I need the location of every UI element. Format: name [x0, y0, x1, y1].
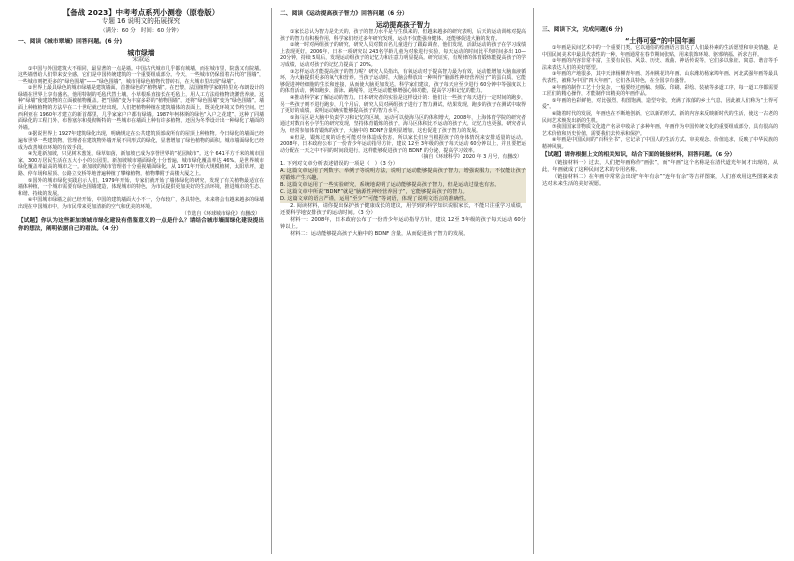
paragraph: ③据说世界上 1927年建筑绿化出现，明确规定在公共建筑顶部或所有的屋顶上种植物。今日绿化的墙面已经遍布世界一些建筑物，管理者在建筑物外墙开展不同形式的绿化，显著增加了绿色植物的面积。城市墙面绿化已经成为改善城市环境的有效手段。 — [18, 131, 264, 151]
source-note: （摘自《环球科学》2020 年 3 月号，有删改） — [418, 154, 522, 161]
question-prompt: 【试题】你认为这些新加坡城市绿化建设有借鉴意义的一点是什么？请结合城市墙面绿化建设提出你的想法，阐明依据自己的看法。（4 分） — [18, 218, 264, 232]
paragraph: ③年画的产地很多，其中天津杨柳青年画、苏州桃花坞年画、山东潍坊杨家埠年画、河北武强年画等最具代表性，被称为中国“四大年画”，它们各具特色，在全国享有盛誉。 — [542, 71, 778, 84]
paragraph: ④先进新加坡，只见树木葱茏，绿草如茵，新加坡已成为享誉世界的“花园城市”。这个 641平方千米的城市国家，300万居民生活在五大小小的公园里。新加坡城市墙面绿化十分普遍，城市绿化覆盖率达 46%，是世界城市绿化覆盖率最高的城市之一。新加坡的城市管理者十分重视墙面绿化，从 1971年开始大规模植树，太阳草坪，道路、停车场和屋顶、公路立交桥等地普遍种植了攀缘植物，植物攀附于高楼大厦之上。 — [18, 151, 264, 177]
paragraph: ⑥中国城市绿墙之前已经开始，中国的建筑墙面大小不一，分布较广，各具特色，未来将会有越来越多的绿墙出现在中国城市中，为市民带来更加清新的空气和优美的环境。 — [18, 197, 264, 210]
paragraph: ④推动科学家了解运动的智力。日本研究者的实验是这样设计的：他们让一些孩子每天进行一定时间的跑步，另一些孩子则不进行跑步，几个月后，研究人员对两组孩子进行了智力测试，结果发现，跑步的孩子在测试中取得了更好的成绩，说明运动确实能够提高孩子的智力水平。 — [280, 94, 526, 115]
paragraph: ②年画的内容非常丰富，主要有民俗、风景、历史、戏曲、神话传说等，它们多以象征、寓意、谐音等手法来表达人们的美好愿望。 — [542, 58, 778, 71]
paragraph: ③怎样运动才能提高孩子的智力呢？研究人员指出，有氧运动对于提高智力最为有效，运动能增加大脑血液循环，为大脑提供更多的氧气和营养。当孩子运动时，大脑会释放出一种叫作“脑源性神经营养因子”的蛋白质，它能够促进神经细胞的生长和连接，从而使大脑更加发达。科学家们建议，孩子每天应至少进行 60分钟中等强度以上的体育活动，例如跑步、游泳、跳绳等，这些运动能够增强心肺功能，提高学习和记忆的能力。 — [280, 68, 526, 95]
paragraph: ⑤海马区是大脑中负责学习和记忆的区域，运动可以使海马区的体积增大，2008年，上海体育学院的研究者通过对数百名小学生的研究发现，坚持体育锻炼的孩子，海马区体积比不运动的孩子大，记忆力也更强。研究者认为，经常参加体育锻炼的孩子，大脑中的 BDNF含量明显增加，这也促进了孩子智力的发展。 — [280, 114, 526, 134]
paragraph: ①中国与外国建筑大不相同，最显著的一点是墙。中国古代城市几乎都有城墙，而在城市里，院落又有院墙。这些墙曾给人们带来安全感，它们是中国传统建筑的一个重要组成部分。今天，一些城市仍保留着古代的“围墙”，一些城市则把更多的“绿色围墙”——“绿色围墙”，城市用绿色植物代替砖石，在大城市里出现“绿墙”。 — [18, 65, 264, 85]
link-material: （链接材料二）在年画中常常会出现“年年有余”“连年有余”等吉祥图案，人们喜欢用这些图案来表达对未来生活的美好祝愿。 — [542, 173, 778, 187]
question-prompt: 【试题】请你根据上文的相关知识，结合下面的链接材料，回答问题。（6 分） — [542, 151, 736, 158]
paragraph: ①家长总认为智力是先天的，孩子的智力水平是与生俱来的，但越来越多的研究表明，后天的运动训练对提高孩子的智力有积极作用，科学家们经过多年研究发现，运动不仅能强身健体，还能够促进大脑的发育。 — [280, 29, 526, 42]
paragraph: ②统一时对两组孩子的研究，研究人员对数百名儿童进行了跟踪调查，他们发现，活跃运动的孩子在学习成绩上表现更好。2006年，日本一项研究以 243名学龄儿童为对象进行实验，每天运动的时间比平均时间多出 10—20分钟，持续 5周后，发现运动组孩子的记忆力和注意力明显提高。研究证实，有规律的体育锻炼能提高孩子的学习成绩，运动对孩子的记忆力提高了 20%。 — [280, 42, 526, 68]
option-d: D. 这篇文章的语言严谨，运用“至少”“可能”等词语，体现了说明文语言的准确性。 — [280, 196, 526, 203]
paragraph: ④年画的制作工艺十分复杂，一般要经过画稿、刻版、印刷、彩绘、装裱等多道工序，每一道工序都需要工匠们的精心操作，才能制作出精美的年画作品。 — [542, 84, 778, 98]
paragraph: ⑤国外的城市绿化实践启示人们，1979年开始，专家们就开始了墙体绿化的研究，发现了有关植物最适宜在墙体种植，一个城市需要有绿色围墙建造，体现城市的特色，为市民提供更加美好的生活环境，推进城市的生态、和谐、持续的发展。 — [18, 177, 264, 197]
article-title: 运动提高孩子智力 — [375, 20, 431, 29]
paragraph: ①年画是民间艺术中的一个重要门类，它以通俗的绘画语言表达了人们最朴素的生活愿望和审美情趣，是中国民间美术中最具代表性的一种。年画通常在春节期间张贴，用来装饰环境、驱邪纳福、祈求吉祥。 — [542, 45, 778, 58]
material: 材料二：运动能够提高孩子大脑中的 BDNF 含量，从而促进孩子智力的发展。 — [290, 230, 469, 237]
section-heading: 一、阅读《城市翠墙》回答问题。(6 分) — [18, 39, 123, 45]
exam-meta: （满分：60 分 时间：60 分钟） — [100, 28, 182, 34]
paragraph: ⑤年画的色彩鲜艳，对比强烈，构图饱满，造型夸张，充满了浓郁的乡土气息，因此被人们称为“土得可爱”。 — [542, 97, 778, 111]
exam-title: 【备战 2023】中考考点系列小测卷（原卷版） — [62, 8, 220, 17]
paragraph: ⑥但是，锻炼过度的话也可能对身体造成伤害，所以家长们应当根据孩子的身体情况来安排适量的运动。2008年，日本政府公布了一份青少年运动指导方针，建议 12至 3年级的孩子每天运动 60分钟以上，并且要把运动分配在一天之中不同的时间段进行，这样能够促进孩子的 BDNF 的分泌，提高学习效率。 — [280, 134, 526, 154]
article-title: 城市绿墙 — [127, 48, 155, 57]
section-heading: 三、阅读下文，完成问题(6 分) — [542, 27, 623, 33]
column-divider — [533, 8, 534, 554]
material: 材料一：2008年，日本政府公布了一份青少年运动指导方针，建议 12至 3年级的孩子每天运动 60分钟以上。 — [280, 216, 526, 230]
column-1 — [18, 8, 264, 556]
link-material: （链接材料一）过去，人们把年画称作“画张”，而“年画”这个名称是在清代道光年间才出现的，从此，年画就成了这种民间艺术的专用名称。 — [542, 159, 778, 173]
option-a: A. 这篇文章运用了列数字、举例子等说明方法，说明了运动能够提高孩子智力，增强说服力，不仅能让孩子对锻炼产生兴趣。 — [280, 167, 526, 181]
paragraph: ⑦我国国家非物质文化遗产名录中收录了多种年画，年画作为中国传统文化的重要组成部分，具有很高的艺术价值和历史价值，需要我们去传承和保护。 — [542, 124, 778, 137]
source-note: （节选自《环球城市绿化》有删改） — [181, 210, 260, 217]
column-divider — [271, 8, 272, 554]
column-2 — [280, 8, 526, 556]
section-heading: 二、阅读《运动提高孩子智力》回答问题（6 分） — [280, 11, 408, 17]
column-3 — [542, 8, 778, 556]
exam-subtitle: 专题 16 说明文的拓展探究 — [101, 17, 181, 25]
question-2: 2. 阅读材料，请你提出保护孩子健康成长的建议，用学到的科学知识说服家长，不能只注重学习成绩，还要科学地安排孩子的运动时间。（3 分） — [280, 202, 526, 216]
article-title: “土得可爱”的中国年画 — [624, 36, 696, 45]
article-author: 宋淑运 — [132, 57, 150, 63]
option-c: C. 这篇文章中所说“BDNF”就是“脑源性神经营养因子”，它能够提高孩子的智力。 — [280, 189, 526, 196]
paragraph: ⑧年画是中国民间的“百科全书”，它记录了中国人的生活方式、审美观念、价值追求，反映了中华民族的精神风貌。 — [542, 137, 778, 150]
question-1: 1. 下列对文章分析表述错误的一项是（ ）（3 分） — [280, 160, 398, 167]
paragraph: ②世界上最具绿色的城市绿墙是建筑墙面。首推绿色的“植物墙”。在巴黎，法国植物学家帕特里克·布朗设计的绿墙在世界上享有盛名。他用特制的毛毡代替土壤，小草根系直接长在毛毡上，用人工方法给植物浇灌营养液。这种“绿墙”使建筑物的立面被植物覆盖。把“围墙”变为丰富多彩的“植物围墙”，还将“绿色围墙”变为“绿色围墙”。墙面上种植植物的方法早在二十世纪就已经出现。人们把植物种植在建筑墙体的表面上，既美化环境又节约空间。巴西利亚在 1960年才建立的新首都里，几乎家家户户都有绿墙。1987年柯林斯的绿色“入户之花建”，这种了同墙面绿化的工程门外，布鲁塞尔和曼彻斯特的一些城市在墙面上种有许多植物，还因为冬季设计出一种绿化了墙面的外墙。 — [18, 85, 264, 131]
paragraph: ⑥随着时代的发展，年画也在不断地创新，它以新的形式、新的内容来反映新时代的生活，使这一古老的民间艺术焕发出新的生机。 — [542, 110, 778, 124]
option-b: B. 这篇文章运用了一些实验研究，系统地说明了运动能够提高孩子智力，但是运动过量也有害。 — [280, 182, 526, 189]
